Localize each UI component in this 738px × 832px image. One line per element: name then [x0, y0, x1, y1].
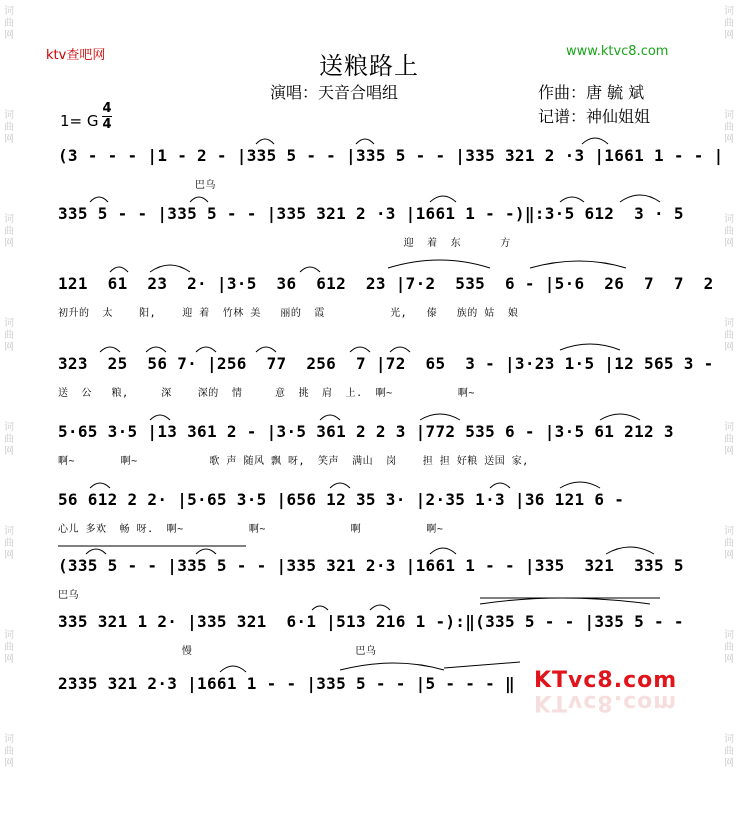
lyric-line: 心儿 多欢 畅 呀. 啊~ 啊~ 啊 啊~ — [58, 524, 444, 535]
time-signature-bottom: 4 — [102, 117, 112, 132]
watermark-char: 网 — [4, 238, 14, 249]
watermark-char: 网 — [4, 342, 14, 353]
watermark-char: 曲 — [724, 18, 734, 29]
watermark-group — [722, 104, 736, 208]
ktv-logo: KTvc8.com — [534, 668, 678, 693]
site-name-left: ktv查吧网 — [46, 48, 106, 63]
ktv-logo-reflection: KTvc8.com — [534, 690, 678, 715]
watermark-column-left — [2, 0, 16, 769]
site-url-right: www.ktvc8.com — [566, 44, 669, 59]
lyric-line: 初升的 太 阳, 迎 着 竹林 美 丽的 霞 光, 傣 族的 姑 娘 — [58, 308, 519, 319]
watermark-char: 曲 — [4, 122, 14, 133]
watermark-group — [2, 312, 16, 416]
notation: (335 5 - - |335 5 - - |335 321 2·3 |1661 1 - - |335 321 335 5 — [58, 556, 684, 575]
watermark-char: 网 — [724, 550, 734, 561]
watermark-char: 词 — [4, 6, 14, 17]
watermark-char: 网 — [4, 758, 14, 769]
watermark-char: 网 — [4, 654, 14, 665]
notation: 5·65 3·5 |13 361 2 - |3·5 361 2 2 3 |772 535 6 - |3·5 61 212 3 — [58, 422, 674, 441]
watermark-group — [722, 624, 736, 728]
watermark-char: 网 — [724, 654, 734, 665]
watermark-group — [2, 104, 16, 208]
watermark-char: 词 — [724, 526, 734, 537]
watermark-char: 曲 — [4, 330, 14, 341]
watermark-char: 词 — [724, 110, 734, 121]
composer-credit: 作曲：唐 毓 斌 — [538, 83, 645, 102]
watermark-group — [2, 624, 16, 728]
watermark-char: 词 — [724, 422, 734, 433]
watermark-char: 词 — [724, 214, 734, 225]
notation: 2335 321 2·3 |1661 1 - - |335 5 - - |5 - - - ‖ — [58, 674, 515, 693]
lyric-line: 啊~ 啊~ 歌 声 随风 飘 呀, 笑声 满山 岗 担 担 好粮 送国 家, — [58, 456, 529, 467]
notation: 56 612 2 2· |5·65 3·5 |656 12 35 3· |2·35 1·3 |36 121 6 - — [58, 490, 625, 509]
time-signature-top: 4 — [102, 101, 112, 116]
watermark-char: 曲 — [4, 538, 14, 549]
watermark-char: 曲 — [724, 330, 734, 341]
watermark-char: 词 — [4, 214, 14, 225]
watermark-char: 词 — [724, 318, 734, 329]
watermark-char: 词 — [4, 630, 14, 641]
notation: 335 321 1 2· |335 321 6·1 |513 216 1 -):‖(335 5 - - |335 5 - - — [58, 612, 684, 631]
lyric-line: 送 公 粮, 深 深的 情 意 挑 肩 上. 啊~ 啊~ — [58, 388, 475, 399]
watermark-char: 曲 — [4, 642, 14, 653]
watermark-group — [2, 520, 16, 624]
watermark-char: 网 — [724, 238, 734, 249]
watermark-char: 网 — [724, 30, 734, 41]
watermark-char: 曲 — [724, 538, 734, 549]
watermark-char: 曲 — [4, 434, 14, 445]
watermark-char: 曲 — [724, 122, 734, 133]
lyric-line: 慢 巴乌 — [58, 646, 377, 657]
lyric-line: 迎 着 东 方 — [58, 238, 511, 249]
lyric-line: 巴乌 — [58, 180, 216, 191]
key-signature: 1= G — [60, 112, 99, 130]
watermark-group — [2, 728, 16, 832]
watermark-char: 词 — [724, 630, 734, 641]
watermark-char: 曲 — [724, 434, 734, 445]
watermark-char: 网 — [4, 446, 14, 457]
watermark-group — [722, 416, 736, 520]
watermark-char: 曲 — [4, 18, 14, 29]
notation: (3 - - - |1 - 2 - |335 5 - - |335 5 - - |335 321 2 ·3 |1661 1 - - | — [58, 146, 724, 165]
watermark-char: 网 — [724, 446, 734, 457]
time-signature — [102, 102, 112, 131]
watermark-char: 词 — [724, 6, 734, 17]
watermark-group — [2, 416, 16, 520]
watermark-char: 网 — [4, 134, 14, 145]
song-title: 送粮路上 — [319, 52, 419, 80]
watermark-group — [722, 208, 736, 312]
notation: 335 5 - - |335 5 - - |335 321 2 ·3 |1661 1 - -)‖:3·5 612 3 · 5 — [58, 204, 684, 223]
watermark-char: 词 — [4, 526, 14, 537]
watermark-char: 曲 — [724, 746, 734, 757]
watermark-group — [722, 728, 736, 832]
singer-credit: 演唱：天音合唱组 — [270, 83, 399, 102]
watermark-char: 词 — [4, 110, 14, 121]
watermark-char: 曲 — [4, 226, 14, 237]
watermark-char: 词 — [4, 734, 14, 745]
watermark-char: 曲 — [724, 226, 734, 237]
transcriber-credit: 记谱：神仙姐姐 — [538, 107, 651, 126]
watermark-char: 网 — [4, 550, 14, 561]
watermark-char: 曲 — [724, 642, 734, 653]
watermark-char: 词 — [4, 422, 14, 433]
watermark-char: 网 — [724, 758, 734, 769]
notation: 323 25 56 7· |256 77 256 7 |72 65 3 - |3·23 1·5 |12 565 3 - — [58, 354, 714, 373]
watermark-char: 词 — [724, 734, 734, 745]
watermark-char: 曲 — [4, 746, 14, 757]
watermark-char: 网 — [4, 30, 14, 41]
watermark-char: 网 — [724, 342, 734, 353]
watermark-group — [722, 312, 736, 416]
lyric-line: 巴乌 — [58, 590, 79, 601]
notation: 121 61 23 2· |3·5 36 612 23 |7·2 535 6 - |5·6 26 7 7 2 — [58, 274, 714, 293]
watermark-group — [2, 208, 16, 312]
watermark-char: 词 — [4, 318, 14, 329]
watermark-column-right — [722, 0, 736, 769]
watermark-char: 网 — [724, 134, 734, 145]
watermark-group — [722, 520, 736, 624]
